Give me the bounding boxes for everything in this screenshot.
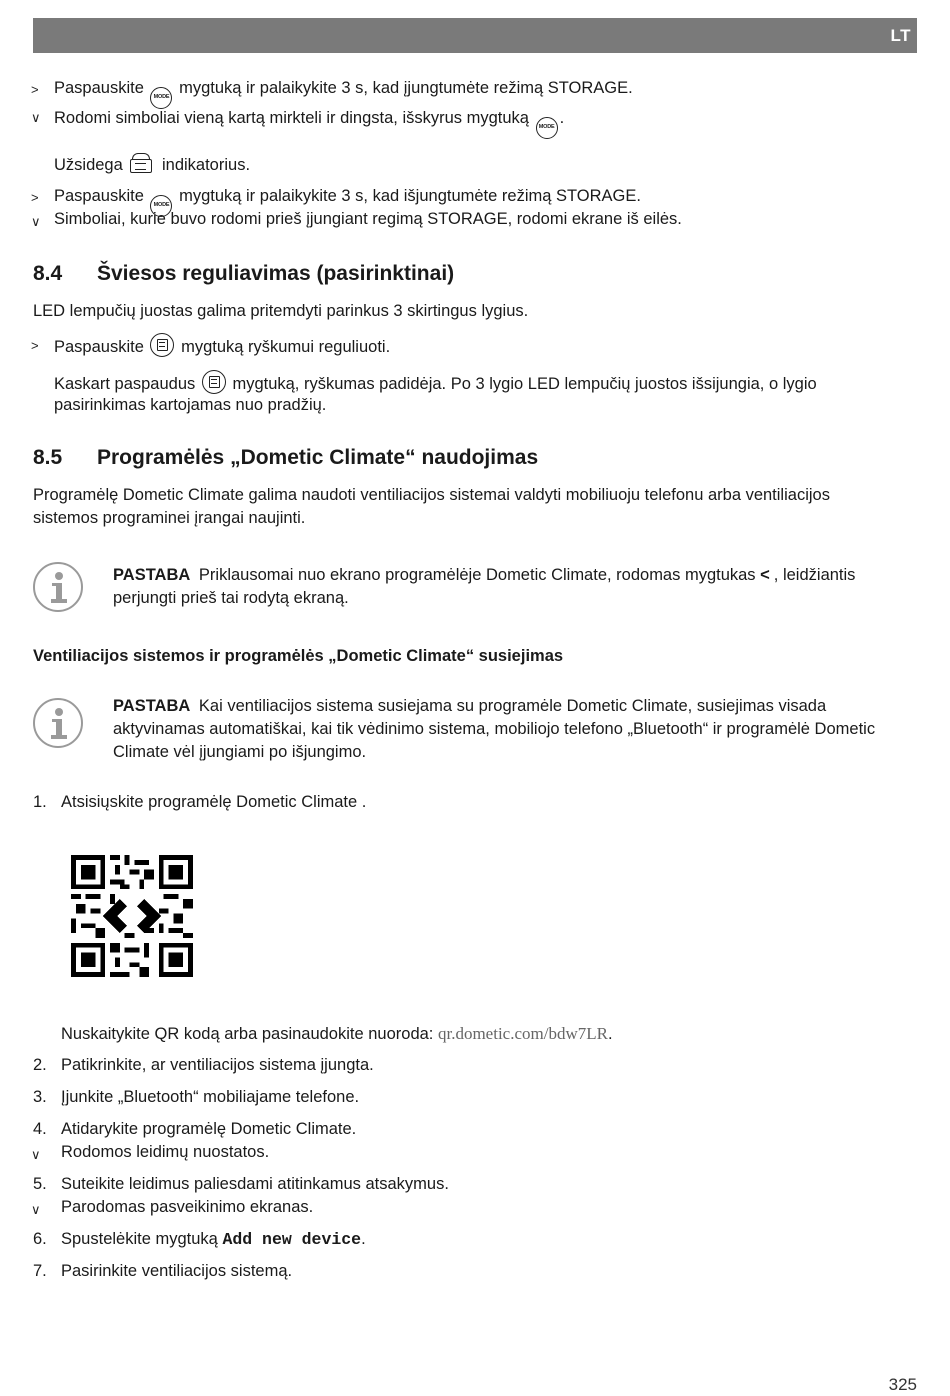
add-new-device-label: Add new device [222, 1230, 362, 1249]
light-step: Paspauskite mygtuką ryškumui reguliuoti. [54, 333, 390, 359]
result-check-icon: ∨ [31, 1147, 41, 1162]
step-3: 3. Įjunkite „Bluetooth“ mobiliajame telefone. [33, 1088, 360, 1106]
light-button-icon [150, 333, 174, 357]
info-icon [33, 562, 83, 612]
step-arrow-icon: > [31, 338, 39, 353]
step-arrow-icon: > [31, 82, 39, 97]
qr-code [71, 855, 193, 977]
storage-result-blink: Rodomi simboliai vieną kartą mirkteli ir dingsta, išskyrus mygtuką MODE . [54, 107, 564, 139]
light-result-line2: pasirinkimas kartojamas nuo pradžių. [54, 396, 327, 414]
storage-result-restore: Simboliai, kurie buvo rodomi prieš įjungiant regimą STORAGE, rodomi ekrane iš eilės. [54, 210, 682, 228]
storage-indicator-icon [129, 152, 155, 176]
light-button-icon [202, 370, 226, 394]
info-icon [33, 698, 83, 748]
step-5: 5. Suteikite leidimus paliesdami atitinkamus atsakymus. [33, 1175, 449, 1193]
note-back-button: PASTABA Priklausomai nuo ekrano programėlėje Dometic Climate, rodomas mygtukas < , leidžiantis perjungti prieš tai rodytą ekraną. [113, 566, 856, 607]
result-check-icon: ∨ [31, 214, 41, 229]
section-8-5-intro-line1: Programėlę Dometic Climate galima naudoti ventiliacijos sistemai valdyti mobiliuoju telefonu arba ventiliacijos [33, 486, 830, 504]
step-7: 7. Pasirinkite ventiliacijos sistemą. [33, 1262, 293, 1280]
language-code: LT [890, 26, 911, 45]
result-check-icon: ∨ [31, 1202, 41, 1217]
step-2: 2. Patikrinkite, ar ventiliacijos sistema įjungta. [33, 1056, 374, 1074]
page-number: 325 [888, 1375, 917, 1394]
step-5-result: Parodomas pasveikinimo ekranas. [61, 1198, 314, 1216]
storage-step-on: Paspauskite MODE mygtuką ir palaikykite 3 s, kad įjungtumėte režimą STORAGE. [54, 77, 633, 109]
result-check-icon: ∨ [31, 110, 41, 125]
step-arrow-icon: > [31, 190, 39, 205]
light-result-line1: Kaskart paspaudus mygtuką, ryškumas padidėja. Po 3 lygio LED lempučių juostos išsijungia, o lygio [54, 370, 817, 396]
section-8-5-intro-line2: sistemos programinei įrangai naujinti. [33, 509, 306, 527]
section-8-4-heading: 8.4 Šviesos reguliavimas (pasirinktinai) [33, 262, 455, 285]
header-bar [33, 18, 917, 53]
section-8-5-heading: 8.5 Programėlės „Dometic Climate“ naudojimas [33, 446, 539, 469]
mode-button-icon: MODE [150, 87, 172, 109]
step-6: 6. Spustelėkite mygtuką Add new device. [33, 1230, 366, 1249]
qr-instructions: Nuskaitykite QR kodą arba pasinaudokite nuoroda: qr.dometic.com/bdw7LR. [61, 1024, 613, 1043]
storage-step-off: Paspauskite MODE mygtuką ir palaikykite 3 s, kad išjungtumėte režimą STORAGE. [54, 185, 641, 217]
storage-indicator-text: Užsidega indikatorius. [54, 152, 250, 177]
note-auto-pairing: PASTABA Kai ventiliacijos sistema susiejama su programėle Dometic Climate, susiejimas visada aktyvinamas automatiškai, kai tik vėdinimo sistema, mobiliojo telefono „Bluetooth“ ir programėlė Dometic Climate vėl įjungiami po išjungimo. [113, 697, 876, 761]
step-4: 4. Atidarykite programėlę Dometic Climate. [33, 1120, 357, 1138]
qr-link[interactable]: qr.dometic.com/bdw7LR [437, 1024, 608, 1043]
pairing-subheading: Ventiliacijos sistemos ir programėlės „Dometic Climate“ susiejimas [33, 647, 564, 665]
mode-button-icon: MODE [150, 195, 172, 217]
step-1: 1. Atsisiųskite programėlę Dometic Climate . [33, 793, 367, 811]
mode-button-icon: MODE [536, 117, 558, 139]
step-4-result: Rodomos leidimų nuostatos. [61, 1143, 270, 1161]
section-8-4-intro: LED lempučių juostas galima pritemdyti parinkus 3 skirtingus lygius. [33, 302, 529, 320]
